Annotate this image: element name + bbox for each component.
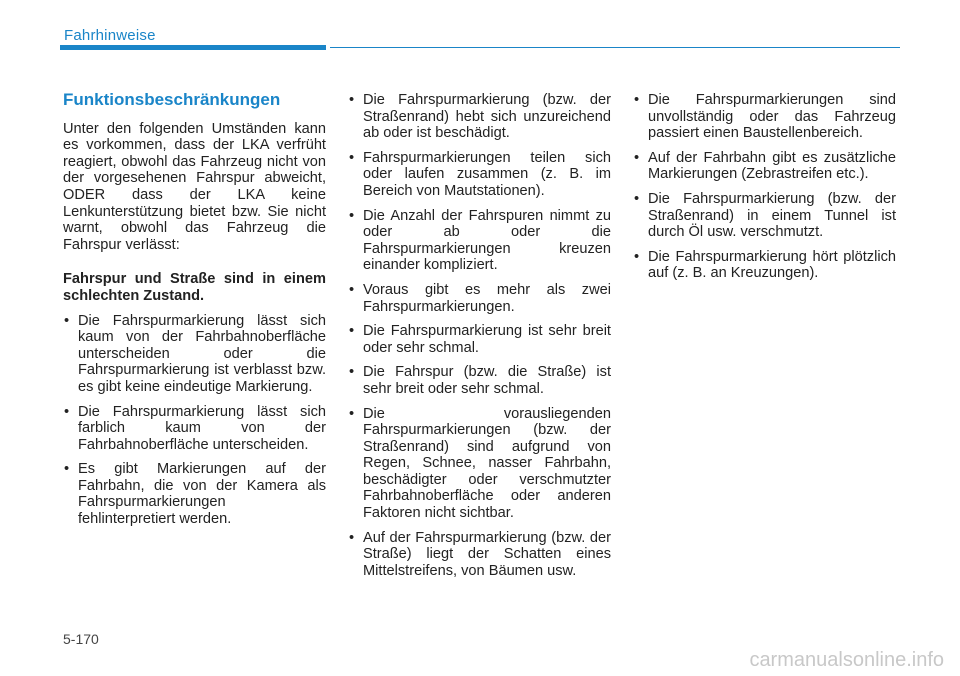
bullet-icon: • <box>634 248 640 265</box>
list-item <box>348 208 611 274</box>
list-item-text: Die Fahrspurmarkierung lässt sich kaum von der Fahrbahnoberfläche unterscheiden oder die Fahrspurmarkierung ist verblasst bzw. es gibt keine eindeutige Markierung. <box>78 312 326 395</box>
header-rule-thick <box>60 45 326 50</box>
bullet-icon: • <box>634 92 640 108</box>
list-item-text: Die Fahrspurmarkierung (bzw. der Straßenrand) in einem Tunnel ist durch Öl usw. verschmutzt. <box>648 190 896 241</box>
column-left <box>63 92 326 536</box>
bullet-list-middle <box>348 92 611 579</box>
list-item <box>633 92 896 142</box>
list-item-text: Fahrspurmarkierungen teilen sich oder laufen zusammen (z. B. im Bereich von Mautstationen). <box>363 149 611 199</box>
bullet-icon: • <box>349 92 355 108</box>
bullet-icon: • <box>349 207 355 224</box>
list-item <box>63 313 326 396</box>
list-item <box>348 282 611 315</box>
header-rule-thin <box>330 47 900 48</box>
list-item-text: Die Fahrspurmarkierungen sind unvollständig oder das Fahrzeug passiert einen Baustellenbereich. <box>648 92 896 142</box>
list-item <box>348 150 611 200</box>
section-title: Fahrhinweise <box>64 27 156 44</box>
intro-paragraph: Unter den folgenden Umständen kann es vorkommen, dass der LKA verfrüht reagiert, obwohl das Fahrzeug nicht von der vorgesehenen Fahrspur abweicht, ODER dass der LKA keine Lenkunterstützung bietet bzw. Sie nicht warnt, obwohl das Fahrzeug die Fahrspur verlässt: <box>63 120 326 253</box>
list-item <box>633 191 896 241</box>
list-item <box>348 406 611 522</box>
bullet-icon: • <box>634 190 640 207</box>
list-item-text: Die Fahrspur (bzw. die Straße) ist sehr breit oder sehr schmal. <box>363 364 611 397</box>
page-number: 5-170 <box>63 631 99 647</box>
list-item <box>633 150 896 183</box>
bullet-list-left <box>63 313 326 528</box>
section-heading: Funktionsbeschränkungen <box>63 90 281 109</box>
column-right <box>633 92 896 290</box>
bullet-icon: • <box>349 281 355 298</box>
bullet-icon: • <box>64 312 70 329</box>
bullet-icon: • <box>64 461 70 478</box>
bullet-icon: • <box>634 149 640 166</box>
bullet-icon: • <box>349 405 355 422</box>
list-item-text: Die Fahrspurmarkierung (bzw. der Straßenrand) hebt sich unzureichend ab oder ist beschädigt. <box>363 92 611 142</box>
list-item-text: Die Fahrspurmarkierung lässt sich farblich kaum von der Fahrbahnoberfläche unterscheiden. <box>78 403 326 453</box>
list-item-text: Die vorausliegenden Fahrspurmarkierungen (bzw. der Straßenrand) sind aufgrund von Regen, Schnee, nasser Fahrbahn, beschädigter oder verschmutzter Fahrbahnoberfläche oder anderen Faktoren nicht sichtbar. <box>363 405 611 522</box>
list-item <box>63 404 326 454</box>
column-middle <box>348 92 611 587</box>
bullet-icon: • <box>349 149 355 166</box>
watermark[interactable]: carmanualsonline.info <box>749 649 944 671</box>
list-item-text: Es gibt Markierungen auf der Fahrbahn, die von der Kamera als Fahrspurmarkierungen fehlinterpretiert werden. <box>78 461 326 528</box>
list-item <box>348 364 611 397</box>
list-item-text: Die Fahrspurmarkierung hört plötzlich auf (z. B. an Kreuzungen). <box>648 248 896 282</box>
list-item <box>348 323 611 356</box>
list-item-text: Die Anzahl der Fahrspuren nimmt zu oder ab oder die Fahrspurmarkierungen kreuzen einander kompliziert. <box>363 207 611 274</box>
list-item-text: Die Fahrspurmarkierung ist sehr breit oder sehr schmal. <box>363 323 611 356</box>
list-item <box>348 530 611 580</box>
subheading: Fahrspur und Straße sind in einem schlechten Zustand. <box>63 271 326 304</box>
list-item-text: Auf der Fahrbahn gibt es zusätzliche Markierungen (Zebrastreifen etc.). <box>648 149 896 183</box>
list-item <box>633 249 896 282</box>
bullet-icon: • <box>349 364 355 381</box>
list-item <box>63 461 326 527</box>
bullet-icon: • <box>64 403 70 420</box>
bullet-list-right <box>633 92 896 282</box>
bullet-icon: • <box>349 529 355 546</box>
list-item <box>348 92 611 142</box>
list-item-text: Voraus gibt es mehr als zwei Fahrspurmarkierungen. <box>363 281 611 315</box>
list-item-text: Auf der Fahrspurmarkierung (bzw. der Straße) liegt der Schatten eines Mittelstreifens, von Bäumen usw. <box>363 529 611 579</box>
bullet-icon: • <box>349 323 355 340</box>
